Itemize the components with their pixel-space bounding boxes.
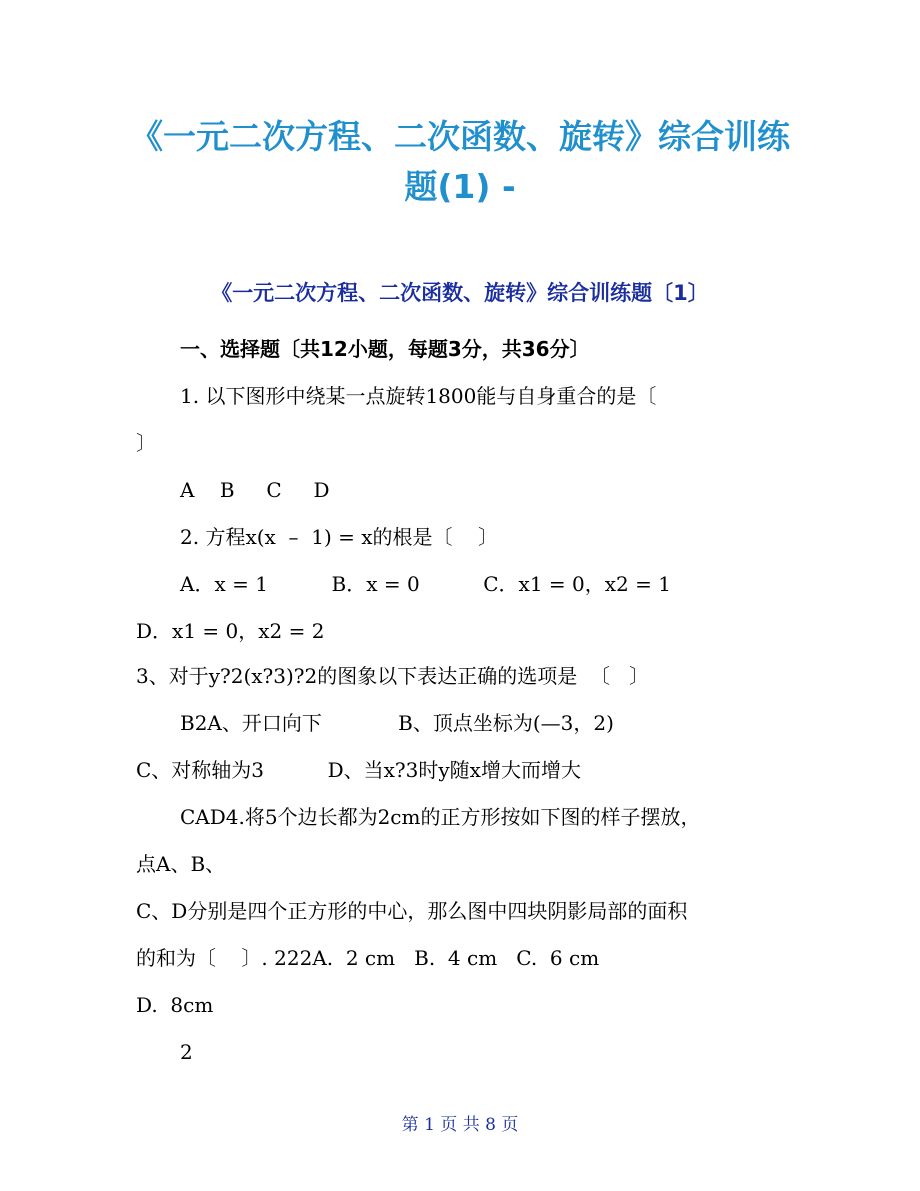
question-3-options-cd: C、对称轴为3 D、当x?3时y随x增大而增大 [136, 758, 581, 782]
question-2-text: 2. 方程x(x – 1) = x的根是〔 〕 [180, 525, 498, 549]
document-title-line-2: 题(1) - [404, 167, 516, 206]
document-title-line-1: 《一元二次方程、二次函数、旋转》综合训练 [130, 117, 790, 156]
question-4-text-cont-1: 点A、B、 [136, 852, 226, 876]
question-4-option-d: D. 8cm [136, 993, 214, 1017]
question-1-text-cont: 〕 [136, 431, 156, 455]
question-4-options-abc: 的和为〔 〕. 222A. 2 cm B. 4 cm C. 6 cm [136, 946, 600, 970]
page-footer: 第 1 页 共 8 页 [401, 1115, 519, 1135]
question-3-text: 3、对于y?2(x?3)?2的图象以下表达正确的选项是 〔 〕 [136, 664, 650, 688]
document-subtitle: 《一元二次方程、二次函数、旋转》综合训练题〔1〕 [211, 281, 709, 305]
question-1-options: A B C D [180, 478, 330, 502]
question-1-text: 1. 以下图形中绕某一点旋转1800能与自身重合的是〔 [180, 384, 657, 408]
question-3-options-ab: B2A、开口向下 B、顶点坐标为(—3，2) [180, 711, 614, 735]
question-2-options-abc: A．x = 1 B．x = 0 C．x1 = 0，x2 = 1 [180, 572, 671, 596]
section-heading-choice: 一、选择题〔共12小题，每题3分，共36分〕 [180, 337, 590, 361]
question-4-superscript: 2 [180, 1040, 193, 1064]
question-4-text: CAD4.将5个边长都为2cm的正方形按如下图的样子摆放， [180, 805, 701, 829]
question-2-option-d: D．x1 = 0，x2 = 2 [136, 619, 325, 643]
question-4-text-cont-2: C、D分别是四个正方形的中心，那么图中四块阴影局部的面积 [136, 899, 688, 923]
document-title [60, 112, 860, 212]
